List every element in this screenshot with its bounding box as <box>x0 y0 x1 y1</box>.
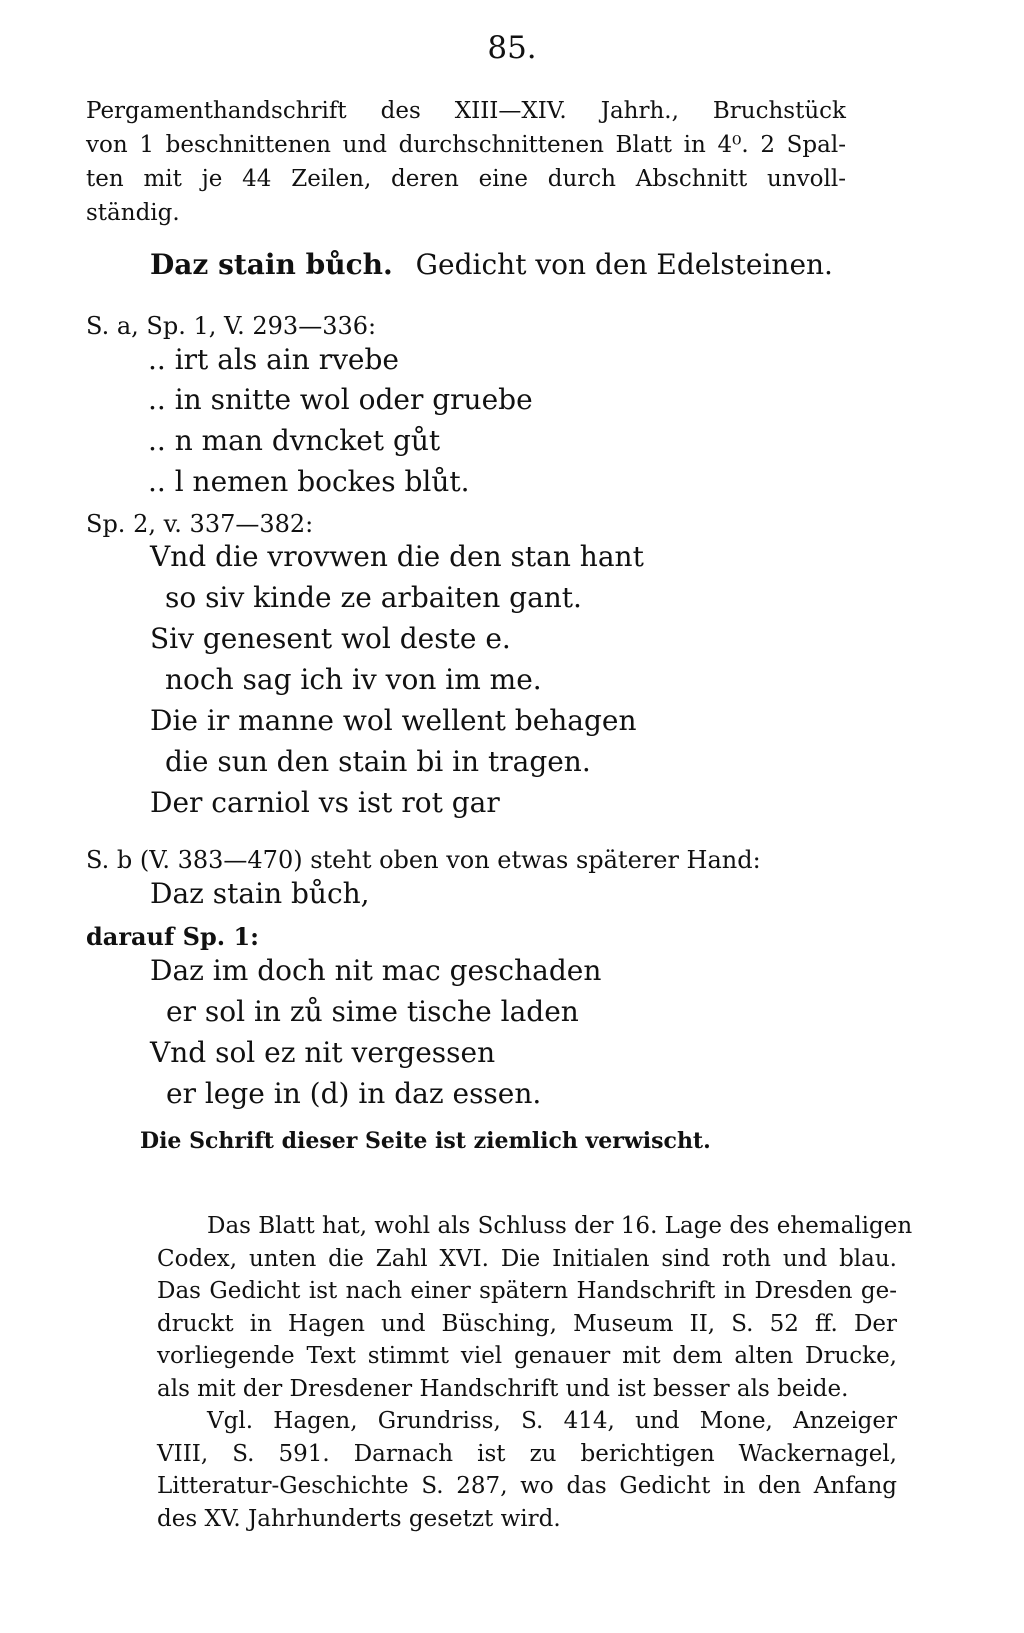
verse-line: Der carniol vs ist rot gar <box>150 786 500 819</box>
poem-title-bold: Daz stain bůch. <box>150 248 393 281</box>
footnote-line: als mit der Dresdener Handschrift und ist besser als beide. <box>157 1375 849 1402</box>
poem-title-subtitle: Gedicht von den Edelsteinen. <box>415 248 833 281</box>
footnote-line: Codex, unten die Zahl XVI. Die Initialen sind roth und blau. <box>157 1245 897 1272</box>
intro-line: ständig. <box>86 200 180 226</box>
verse-line: er lege in (d) in daz essen. <box>166 1077 542 1110</box>
section-a2-reference: Sp. 2, v. 337—382: <box>86 510 314 538</box>
verse-line: so siv kinde ze arbaiten gant. <box>165 581 582 614</box>
footnote-line: VIII, S. 591. Darnach ist zu berichtigen Wackernagel, <box>157 1440 897 1467</box>
poem-title <box>150 248 833 281</box>
intro-line: ten mit je 44 Zeilen, deren eine durch Abschnitt unvoll- <box>86 166 846 192</box>
verse-line: Vnd die vrovwen die den stan hant <box>150 540 644 573</box>
condition-note: Die Schrift dieser Seite ist ziemlich verwischt. <box>140 1128 711 1154</box>
verse-line: er sol in zů sime tische laden <box>166 995 579 1028</box>
verse-line: Vnd sol ez nit vergessen <box>150 1036 496 1069</box>
verse-line: .. in snitte wol oder gruebe <box>148 383 533 416</box>
section-b-heading: Daz stain bůch, <box>150 877 370 910</box>
footnote-line: druckt in Hagen und Büsching, Museum II, S. 52 ff. Der <box>157 1310 897 1337</box>
verse-line: .. n man dvncket gůt <box>148 424 441 457</box>
page-number: 85. <box>487 30 537 66</box>
verse-line: .. l nemen bockes blůt. <box>148 465 470 498</box>
footnote-line: des XV. Jahrhunderts gesetzt wird. <box>157 1505 561 1532</box>
intro-paragraph <box>86 94 846 230</box>
footnote-paragraph <box>157 1210 913 1535</box>
verse-line: Daz im doch nit mac geschaden <box>150 954 602 987</box>
footnote-line: Litteratur-Geschichte S. 287, wo das Gedicht in den Anfang <box>157 1473 897 1499</box>
footnote-line: Das Gedicht ist nach einer spätern Handschrift in Dresden ge- <box>157 1278 897 1304</box>
intro-line: von 1 beschnittenen und durchschnittenen Blatt in 4⁰. 2 Spal- <box>86 132 846 158</box>
footnote-line: Vgl. Hagen, Grundriss, S. 414, und Mone, Anzeiger <box>207 1408 897 1434</box>
verse-line: Die ir manne wol wellent behagen <box>150 704 637 737</box>
section-b-reference: S. b (V. 383—470) steht oben von etwas späterer Hand: <box>86 846 761 874</box>
footnote-line: vorliegende Text stimmt viel genauer mit dem alten Drucke, <box>157 1343 897 1369</box>
verse-line: die sun den stain bi in tragen. <box>165 745 591 778</box>
verse-line: noch sag ich iv von im me. <box>165 663 542 696</box>
section-b2-reference: darauf Sp. 1: <box>86 922 260 951</box>
verse-line: .. irt als ain rvebe <box>148 343 399 376</box>
intro-line: Pergamenthandschrift des XIII—XIV. Jahrh., Bruchstück <box>86 98 846 124</box>
verse-line: Siv genesent wol deste e. <box>150 622 511 655</box>
section-a-reference: S. a, Sp. 1, V. 293—336: <box>86 312 377 340</box>
footnote-line: Das Blatt hat, wohl als Schluss der 16. Lage des ehemaligen <box>207 1213 913 1239</box>
